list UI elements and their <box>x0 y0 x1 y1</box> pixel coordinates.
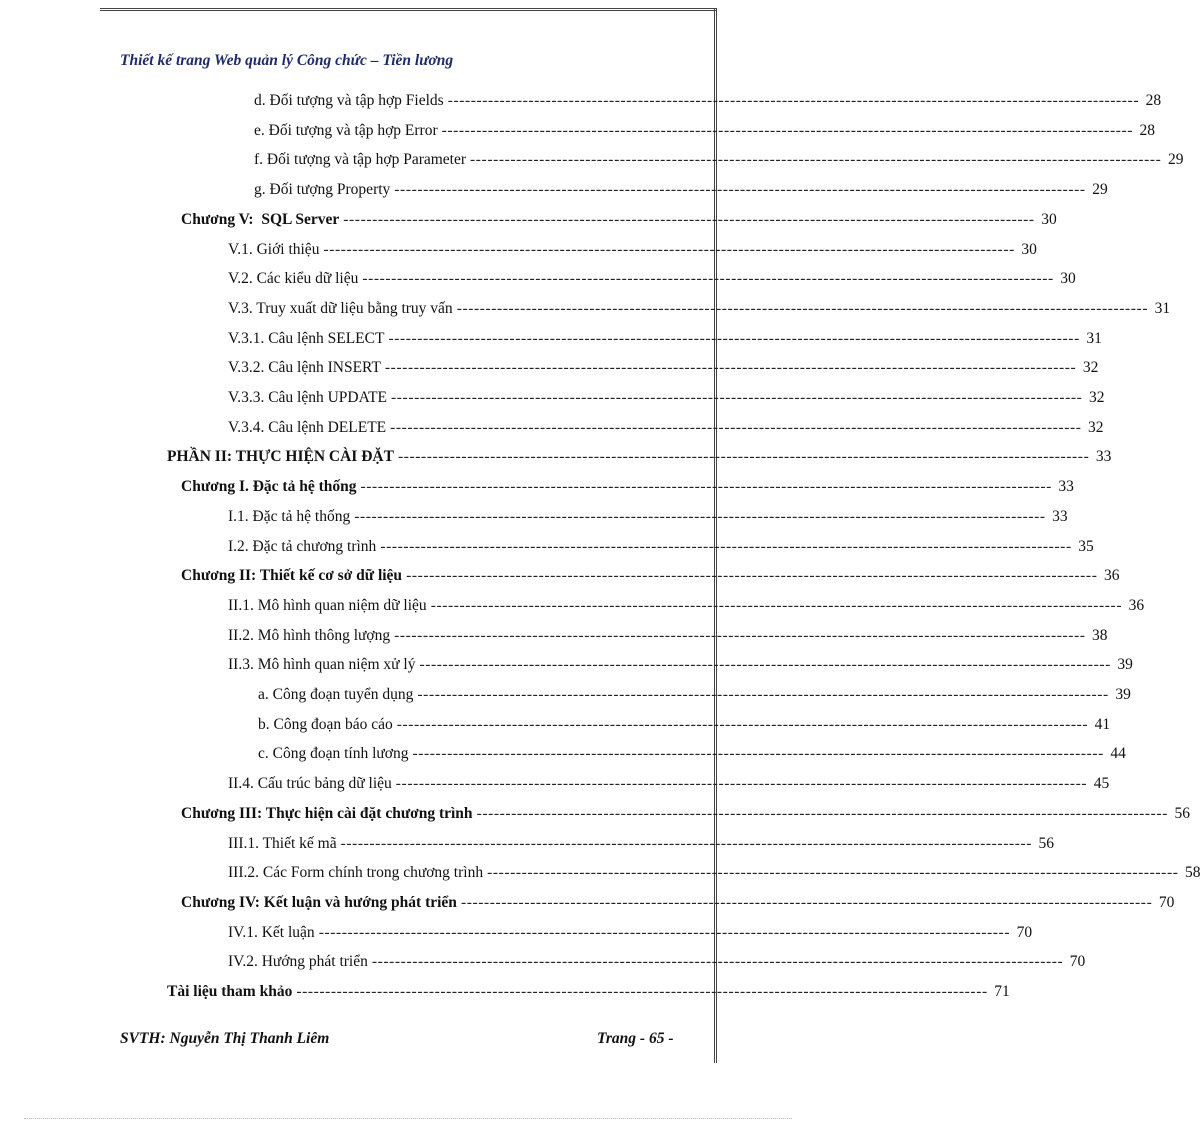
toc-entry-page: 45 <box>1093 775 1110 792</box>
toc-entry <box>228 768 1110 794</box>
toc-entry-label: d. Đối tượng và tập hợp Fields <box>254 92 444 109</box>
toc-entry <box>181 560 1120 586</box>
toc-dot-leader: ------------------------------------------------------------------------------------------------------------------------ <box>394 627 1086 644</box>
toc-entry-page: 71 <box>994 983 1010 1000</box>
toc-entry-page: 33 <box>1095 448 1112 465</box>
toc-dot-leader: ------------------------------------------------------------------------------------------------------------------------ <box>396 716 1089 733</box>
toc-entry-page: 31 <box>1154 300 1171 317</box>
toc-dot-leader: ------------------------------------------------------------------------------------------------------------------------ <box>460 894 1153 911</box>
toc-dot-leader: ------------------------------------------------------------------------------------------------------------------------ <box>323 241 1015 258</box>
toc-entry <box>228 828 1055 854</box>
toc-entry-page: 32 <box>1088 389 1105 406</box>
toc-entry-page: 31 <box>1086 330 1102 347</box>
toc-entry-label: III.1. Thiết kế mã <box>228 835 337 852</box>
toc-dot-leader: ------------------------------------------------------------------------------------------------------------------------ <box>394 181 1086 198</box>
toc-entry-page: 30 <box>1060 270 1076 287</box>
toc-entry-label: Chương IV: Kết luận và hướng phát triển <box>181 894 457 911</box>
toc-entry-page: 29 <box>1167 151 1184 168</box>
toc-entry-label: a. Công đoạn tuyển dụng <box>258 686 414 703</box>
toc-entry <box>228 917 1033 943</box>
toc-entry <box>228 293 1171 319</box>
toc-entry-label: c. Công đoạn tính lương <box>258 745 409 762</box>
toc-entry-page: 70 <box>1016 924 1033 941</box>
toc-entry-label: e. Đối tượng và tập hợp Error <box>254 122 438 139</box>
toc-entry-label: V.2. Các kiểu dữ liệu <box>228 270 359 287</box>
toc-entry <box>228 323 1102 349</box>
toc-entry-label: III.2. Các Form chính trong chương trình <box>228 864 484 881</box>
toc-entry-page: 29 <box>1092 181 1108 198</box>
toc-entry <box>258 738 1126 764</box>
toc-dot-leader: ------------------------------------------------------------------------------------------------------------------------ <box>447 92 1140 109</box>
toc-entry <box>254 85 1162 111</box>
toc-entry <box>258 709 1111 735</box>
toc-entry <box>228 412 1104 438</box>
toc-entry-label: g. Đối tượng Property <box>254 181 391 198</box>
toc-dot-leader: ------------------------------------------------------------------------------------------------------------------------ <box>296 983 988 1000</box>
toc-entry <box>254 144 1184 170</box>
toc-entry <box>181 798 1190 824</box>
toc-dot-leader: ------------------------------------------------------------------------------------------------------------------------ <box>470 151 1162 168</box>
toc-entry-label: Chương V: SQL Server <box>181 211 340 228</box>
toc-entry-label: V.3.1. Câu lệnh SELECT <box>228 330 385 347</box>
toc-dot-leader: ------------------------------------------------------------------------------------------------------------------------ <box>354 508 1046 525</box>
toc-dot-leader: ------------------------------------------------------------------------------------------------------------------------ <box>430 597 1123 614</box>
toc-entry-label: II.4. Cấu trúc bảng dữ liệu <box>228 775 392 792</box>
toc-entry-page: 36 <box>1128 597 1145 614</box>
toc-entry-page: 33 <box>1052 508 1068 525</box>
toc-entry-label: V.3.2. Câu lệnh INSERT <box>228 359 381 376</box>
toc-entry <box>258 679 1131 705</box>
toc-entry-page: 38 <box>1092 627 1108 644</box>
toc-entry-page: 33 <box>1058 478 1074 495</box>
toc-entry <box>228 234 1037 260</box>
toc-dot-leader: ------------------------------------------------------------------------------------------------------------------------ <box>456 300 1149 317</box>
toc-entry <box>228 382 1105 408</box>
toc-entry-page: 39 <box>1115 686 1131 703</box>
toc-entry <box>181 471 1074 497</box>
toc-entry-page: 30 <box>1041 211 1057 228</box>
toc-entry <box>167 441 1112 467</box>
toc-entry-label: Chương III: Thực hiện cài đặt chương trình <box>181 805 473 822</box>
toc-entry <box>181 204 1057 230</box>
toc-dot-leader: ------------------------------------------------------------------------------------------------------------------------ <box>340 835 1033 852</box>
toc-entry-page: 32 <box>1088 419 1104 436</box>
toc-entry-page: 44 <box>1110 745 1126 762</box>
toc-entry-page: 30 <box>1021 241 1037 258</box>
toc-entry-label: II.3. Mô hình quan niệm xử lý <box>228 656 416 673</box>
toc-entry-page: 70 <box>1158 894 1175 911</box>
page-header-title: Thiết kế trang Web quản lý Công chức – Tiền lương <box>120 52 454 69</box>
toc-entry-label: I.1. Đặc tả hệ thống <box>228 508 351 525</box>
toc-dot-leader: ------------------------------------------------------------------------------------------------------------------------ <box>360 478 1052 495</box>
toc-entry-page: 35 <box>1078 538 1094 555</box>
toc-entry-page: 36 <box>1103 567 1120 584</box>
toc-dot-leader: ------------------------------------------------------------------------------------------------------------------------ <box>419 656 1111 673</box>
footer-author: SVTH: Nguyễn Thị Thanh Liêm <box>120 1030 330 1047</box>
toc-entry-page: 41 <box>1094 716 1111 733</box>
toc-dot-leader: ------------------------------------------------------------------------------------------------------------------------ <box>441 122 1134 139</box>
toc-entry-label: V.3. Truy xuất dữ liệu bằng truy vấn <box>228 300 453 317</box>
toc-entry-label: V.3.3. Câu lệnh UPDATE <box>228 389 388 406</box>
toc-entry-label: IV.1. Kết luận <box>228 924 315 941</box>
footer-page-number: Trang - 65 - <box>597 1030 674 1047</box>
toc-entry <box>228 501 1068 527</box>
page-bottom-divider <box>24 1118 792 1119</box>
toc-entry-label: V.1. Giới thiệu <box>228 241 320 258</box>
toc-entry-page: 28 <box>1139 122 1156 139</box>
toc-entry <box>167 976 1010 1002</box>
toc-entry <box>228 531 1094 557</box>
toc-entry-label: Chương II: Thiết kế cơ sở dữ liệu <box>181 567 403 584</box>
toc-dot-leader: ------------------------------------------------------------------------------------------------------------------------ <box>362 270 1054 287</box>
toc-dot-leader: ------------------------------------------------------------------------------------------------------------------------ <box>391 389 1083 406</box>
toc-dot-leader: ------------------------------------------------------------------------------------------------------------------------ <box>318 924 1011 941</box>
toc-entry <box>228 620 1108 646</box>
toc-dot-leader: ------------------------------------------------------------------------------------------------------------------------ <box>476 805 1168 822</box>
toc-entry-label: IV.2. Hướng phát triển <box>228 953 368 970</box>
toc-entry-page: 28 <box>1145 92 1162 109</box>
toc-entry <box>228 946 1086 972</box>
toc-entry-page: 70 <box>1069 953 1086 970</box>
toc-dot-leader: ------------------------------------------------------------------------------------------------------------------------ <box>380 538 1072 555</box>
toc-dot-leader: ------------------------------------------------------------------------------------------------------------------------ <box>487 864 1179 881</box>
toc-entry <box>228 263 1076 289</box>
toc-entry <box>228 352 1099 378</box>
toc-dot-leader: ------------------------------------------------------------------------------------------------------------------------ <box>397 448 1090 465</box>
toc-dot-leader: ------------------------------------------------------------------------------------------------------------------------ <box>388 330 1080 347</box>
toc-entry <box>228 857 1200 883</box>
toc-entry-label: f. Đối tượng và tập hợp Parameter <box>254 151 467 168</box>
toc-entry-label: b. Công đoạn báo cáo <box>258 716 393 733</box>
toc-entry-label: II.1. Mô hình quan niệm dữ liệu <box>228 597 427 614</box>
toc-dot-leader: ------------------------------------------------------------------------------------------------------------------------ <box>417 686 1109 703</box>
toc-entry-page: 56 <box>1174 805 1190 822</box>
toc-dot-leader: ------------------------------------------------------------------------------------------------------------------------ <box>343 211 1035 228</box>
toc-entry-page: 56 <box>1038 835 1055 852</box>
toc-entry-label: II.2. Mô hình thông lượng <box>228 627 391 644</box>
toc-entry-label: Chương I. Đặc tả hệ thống <box>181 478 357 495</box>
toc-entry <box>254 115 1156 141</box>
toc-entry-label: PHẦN II: THỰC HIỆN CÀI ĐẶT <box>167 448 394 465</box>
toc-entry-label: V.3.4. Câu lệnh DELETE <box>228 419 387 436</box>
toc-entry-label: I.2. Đặc tả chương trình <box>228 538 377 555</box>
toc-dot-leader: ------------------------------------------------------------------------------------------------------------------------ <box>390 419 1082 436</box>
toc-entry-page: 58 <box>1184 864 1200 881</box>
toc-dot-leader: ------------------------------------------------------------------------------------------------------------------------ <box>395 775 1088 792</box>
toc-entry <box>254 174 1108 200</box>
page-border-top <box>100 8 716 11</box>
toc-dot-leader: ------------------------------------------------------------------------------------------------------------------------ <box>371 953 1064 970</box>
toc-entry-label: Tài liệu tham khảo <box>167 983 293 1000</box>
toc-dot-leader: ------------------------------------------------------------------------------------------------------------------------ <box>384 359 1077 376</box>
toc-entry <box>228 649 1133 675</box>
toc-entry <box>228 590 1145 616</box>
toc-entry <box>181 887 1175 913</box>
toc-dot-leader: ------------------------------------------------------------------------------------------------------------------------ <box>412 745 1104 762</box>
toc-entry-page: 32 <box>1082 359 1099 376</box>
toc-entry-page: 39 <box>1117 656 1133 673</box>
toc-dot-leader: ------------------------------------------------------------------------------------------------------------------------ <box>406 567 1098 584</box>
